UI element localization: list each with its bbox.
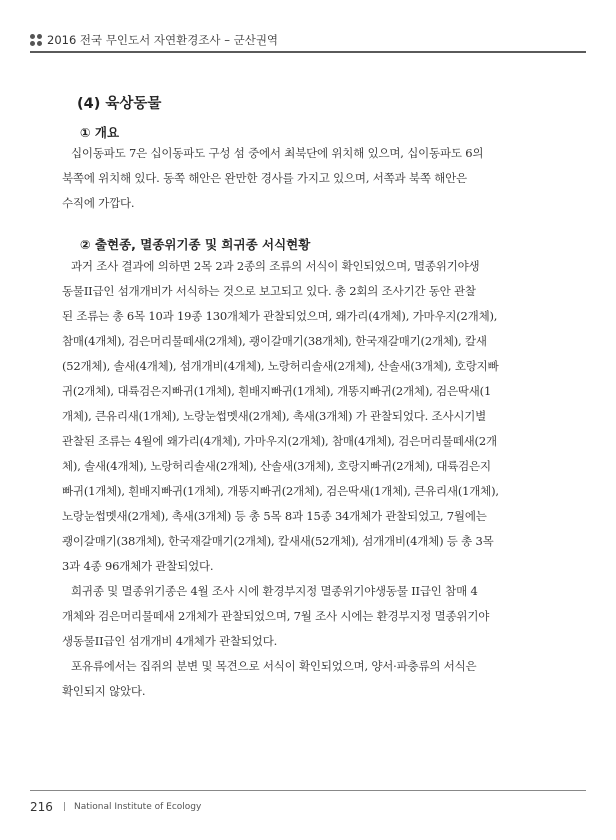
header-dots-icon <box>30 34 44 48</box>
status-line: 노랑눈썹멧새(2개체), 촉새(3개체) 등 총 5목 8과 15종 34개체가 관찰되었고, 7월에는 <box>62 509 487 523</box>
status-paragraph-3 <box>62 654 554 704</box>
status-line: 관찰된 조류는 4월에 왜가리(4개체), 가마우지(2개체), 참매(4개체), 검은머리물떼새(2개 <box>62 434 497 448</box>
section-heading: (4) 육상동물 <box>77 96 162 112</box>
status-line: 희귀종 및 멸종위기종은 4월 조사 시에 환경부지정 멸종위기야생동물 II급인 참매 4 <box>71 584 478 598</box>
status-line: 과거 조사 결과에 의하면 2목 2과 2종의 조류의 서식이 확인되었으며, 멸종위기야생 <box>71 259 480 273</box>
status-heading: ② 출현종, 멸종위기종 및 희귀종 서식현황 <box>80 237 311 252</box>
overview-line: 십이동파도 7은 십이동파도 구성 섬 중에서 최북단에 위치해 있으며, 십이동파도 6의 <box>71 146 484 160</box>
status-line: 된 조류는 총 6목 10과 19종 130개체가 관찰되었으며, 왜가리(4개체), 가마우지(2개체), <box>62 309 498 323</box>
footer-organization: National Institute of Ecology <box>74 802 202 812</box>
status-paragraph-1 <box>62 254 554 579</box>
status-line: 개체와 검은머리물떼새 2개체가 관찰되었으며, 7월 조사 시에는 환경부지정 멸종위기야 <box>62 609 490 623</box>
status-line: 체), 솔새(4개체), 노랑허리솔새(2개체), 산솔새(3개체), 호랑지빠귀(2개체), 대륙검은지 <box>62 459 491 473</box>
header-rule <box>30 51 586 53</box>
overview-heading: ① 개요 <box>80 125 120 140</box>
running-header <box>30 30 586 52</box>
status-line: 귀(2개체), 대륙검은지빠귀(1개체), 흰배지빠귀(1개체), 개똥지빠귀(2개체), 검은딱새(1 <box>62 384 492 398</box>
status-line: 괭이갈매기(38개체), 한국재갈매기(2개체), 칼새새(52개체), 섬개개비(4개체) 등 총 3목 <box>62 534 494 548</box>
footer-separator: | <box>63 802 67 812</box>
status-paragraph-2 <box>62 579 554 654</box>
overview-line: 북쪽에 위치해 있다. 동쪽 해안은 완만한 경사를 가지고 있으며, 서쪽과 북쪽 해안은 <box>62 171 467 185</box>
status-line: 생동물II급인 섬개개비 4개체가 관찰되었다. <box>62 634 278 648</box>
status-line: 포유류에서는 집쥐의 분변 및 목견으로 서식이 확인되었으며, 양서·파충류의 서식은 <box>71 659 477 673</box>
page-number: 216 <box>30 800 53 814</box>
header-title: 2016 전국 무인도서 자연환경조사 – 군산권역 <box>47 33 279 47</box>
page-footer <box>30 790 586 820</box>
footer-rule <box>30 790 586 791</box>
status-line: 동물II급인 섬개개비가 서식하는 것으로 보고되고 있다. 총 2회의 조사기간 동안 관찰 <box>62 284 476 298</box>
overview-line: 수직에 가깝다. <box>62 196 135 210</box>
status-line: 확인되지 않았다. <box>62 684 146 698</box>
status-line: 3과 4종 96개체가 관찰되었다. <box>62 559 214 573</box>
status-line: 빠귀(1개체), 흰배지빠귀(1개체), 개똥지빠귀(2개체), 검은딱새(1개체), 큰유리새(1개체), <box>62 484 499 498</box>
overview-paragraph <box>62 141 554 216</box>
status-line: (52개체), 솔새(4개체), 섬개개비(4개체), 노랑허리솔새(2개체), 산솔새(3개체), 호랑지빠 <box>62 359 499 373</box>
status-line: 개체), 큰유리새(1개체), 노랑눈썹멧새(2개체), 촉새(3개체) 가 관찰되었다. 조사시기별 <box>62 409 487 423</box>
status-line: 참매(4개체), 검은머리물떼새(2개체), 괭이갈매기(38개체), 한국재갈매기(2개체), 칼새 <box>62 334 487 348</box>
